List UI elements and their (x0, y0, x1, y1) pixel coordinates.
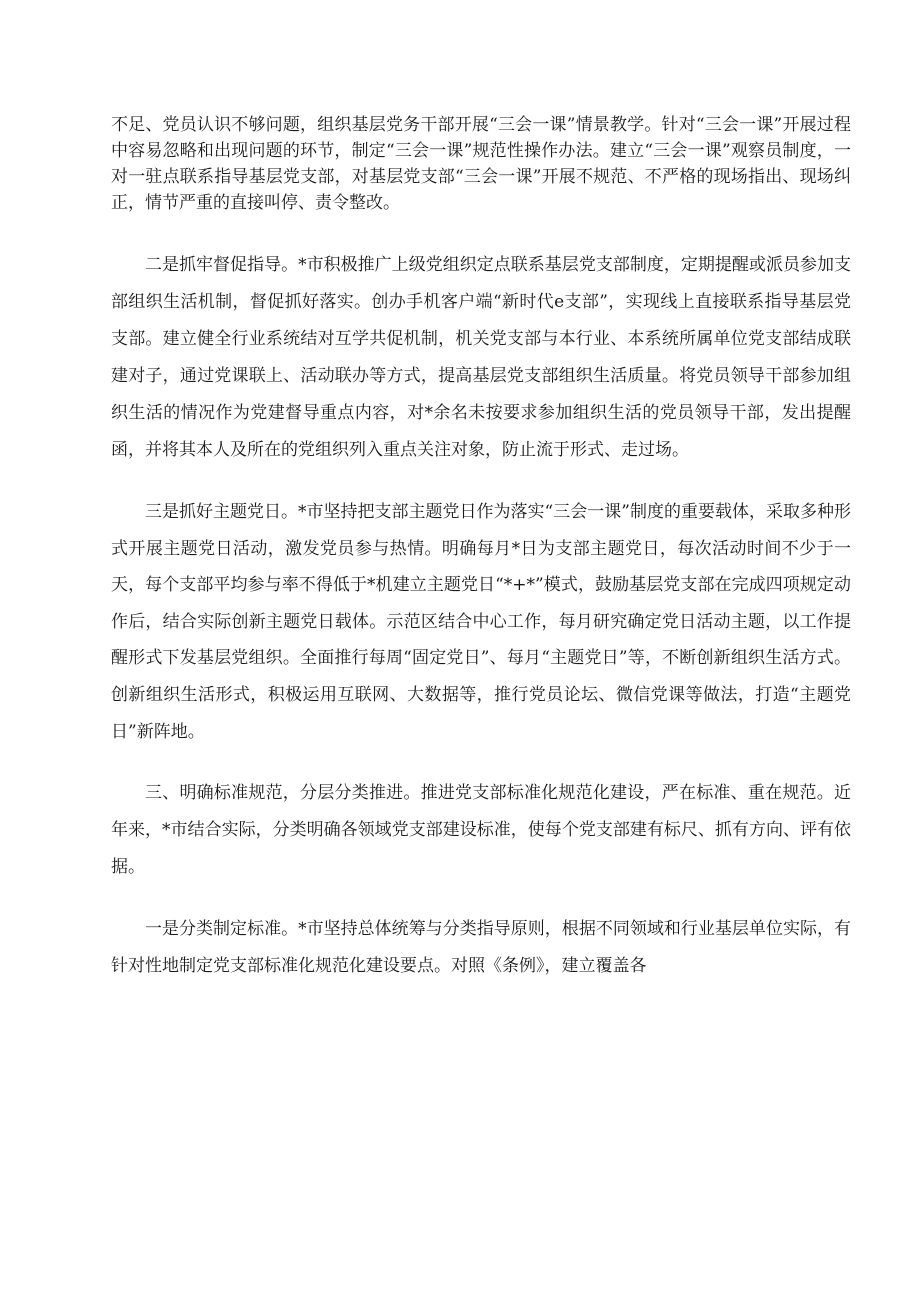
paragraph-theme-party-day: 三是抓好主题党日。*市坚持把支部主题党日作为落实“三会一课”制度的重要载体，采取多种形式开展主题党日活动，激发党员参与热情。明确每月*日为支部主题党日，每次活动时间不少于一天，每个支部平均参与率不得低于*机建立主题党日“*+*”模式，鼓励基层党支部在完成四项规定动作后，结合实际创新主题党日载体。示范区结合中心工作，每月研究确定党日活动主题，以工作提醒形式下发基层党组织。全面推行每周“固定党日”、每月“主题党日”等，不断创新组织生活方式。创新组织生活形式，积极运用互联网、大数据等，推行党员论坛、微信党课等做法，打造“主题党日”新阵地。 (111, 502, 851, 742)
paragraph-continued: 不足、党员认识不够问题，组织基层党务干部开展“三会一课”情景教学。针对“三会一课”开展过程中容易忽略和出现问题的环节，制定“三会一课”规范性操作办法。建立“三会一课”观察员制度，一对一驻点联系指导基层党支部，对基层党支部“三会一课”开展不规范、不严格的现场指出、现场纠正，情节严重的直接叫停、责令整改。 (111, 115, 851, 213)
paragraph-supervision-guidance: 二是抓牢督促指导。*市积极推广上级党组织定点联系基层党支部制度，定期提醒或派员参加支部组织生活机制，督促抓好落实。创办手机客户端“新时代e支部”，实现线上直接联系指导基层党支部。建立健全行业系统结对互学共促机制，机关党支部与本行业、本系统所属单位党支部结成联建对子，通过党课联上、活动联办等方式，提高基层党支部组织生活质量。将党员领导干部参加组织生活的情况作为党建督导重点内容，对*余名未按要求参加组织生活的党员领导干部，发出提醒函，并将其本人及所在的党组织列入重点关注对象，防止流于形式、走过场。 (111, 255, 851, 460)
paragraph-standards-heading: 三、明确标准规范，分层分类推进。推进党支部标准化规范化建设，严在标准、重在规范。近年来，*市结合实际，分类明确各领域党支部建设标准，使每个党支部建有标尺、抓有方向、评有依据。 (111, 783, 851, 877)
paragraph-classified-standards: 一是分类制定标准。*市坚持总体统筹与分类指导原则，根据不同领域和行业基层单位实际，有针对性地制定党支部标准化规范化建设要点。对照《条例》，建立覆盖各 (111, 918, 851, 976)
document-body (111, 112, 851, 985)
